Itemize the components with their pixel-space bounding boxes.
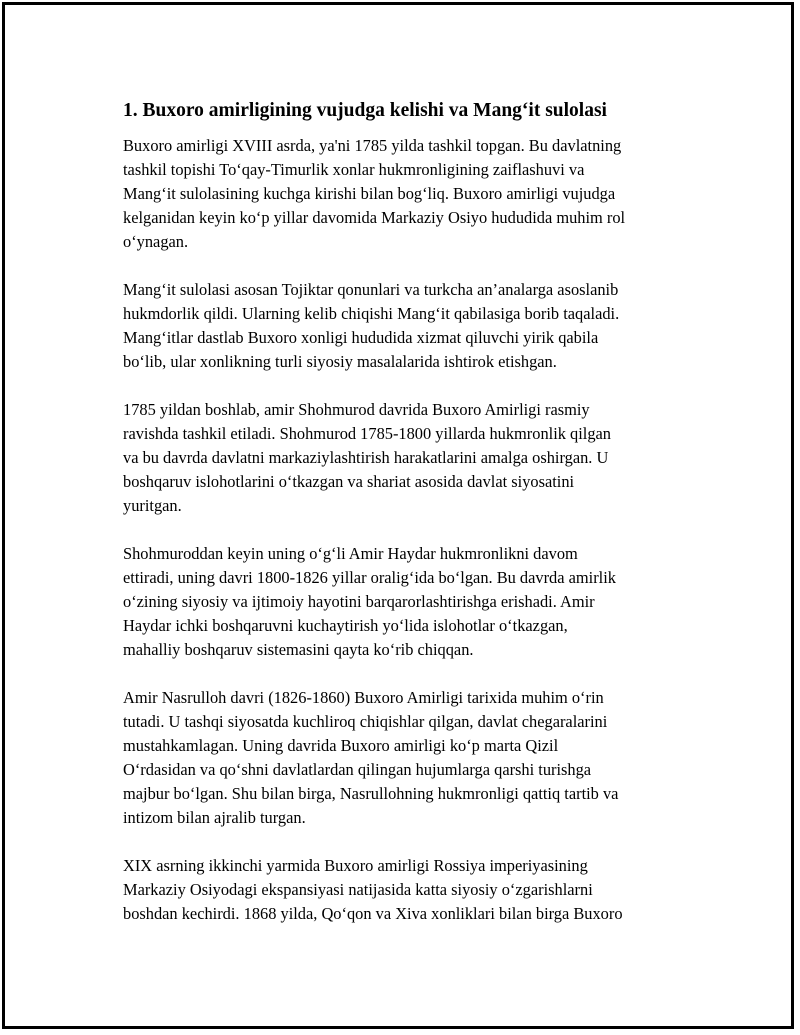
- paragraph-5: [123, 686, 693, 830]
- paragraph-6: [123, 854, 693, 926]
- text-line: Buxoro amirligi XVIII asrda, ya'ni 1785 yilda tashkil topgan. Bu davlatning: [123, 136, 622, 155]
- text-line: mustahkamlagan. Uning davrida Buxoro amirligi ko‘p marta Qizil: [123, 736, 559, 755]
- text-line: 1785 yildan boshlab, amir Shohmurod davrida Buxoro Amirligi rasmiy: [123, 400, 590, 419]
- text-line: tashkil topishi To‘qay-Timurlik xonlar hukmronligining zaiflashuvi va: [123, 160, 585, 179]
- text-line: ravishda tashkil etiladi. Shohmurod 1785-1800 yillarda hukmronlik qilgan: [123, 424, 612, 443]
- text-line: Mang‘itlar dastlab Buxoro xonligi hududida xizmat qiluvchi yirik qabila: [123, 328, 599, 347]
- text-line: boshdan kechirdi. 1868 yilda, Qo‘qon va Xiva xonliklari bilan birga Buxoro: [123, 904, 623, 923]
- text-line: Mang‘it sulolasining kuchga kirishi bilan bog‘liq. Buxoro amirligi vujudga: [123, 184, 616, 203]
- text-line: kelganidan keyin ko‘p yillar davomida Markaziy Osiyo hududida muhim rol: [123, 208, 626, 227]
- text-line: Haydar ichki boshqaruvni kuchaytirish yo‘lida islohotlar o‘tkazgan,: [123, 616, 568, 635]
- text-line: va bu davrda davlatni markaziylashtirish harakatlarini amalga oshirgan. U: [123, 448, 609, 467]
- page-frame: [2, 2, 794, 1029]
- text-line: O‘rdasidan va qo‘shni davlatlardan qilingan hujumlarga qarshi turishga: [123, 760, 592, 779]
- paragraph-3: [123, 398, 693, 518]
- text-line: tutadi. U tashqi siyosatda kuchliroq chiqishlar qilgan, davlat chegaralarini: [123, 712, 608, 731]
- text-line: o‘zining siyosiy va ijtimoiy hayotini barqarorlashtirishga erishadi. Amir: [123, 592, 595, 611]
- text-line: ettiradi, uning davri 1800-1826 yillar oralig‘ida bo‘lgan. Bu davrda amirlik: [123, 568, 616, 587]
- text-line: hukmdorlik qildi. Ularning kelib chiqishi Mang‘it qabilasiga borib taqaladi.: [123, 304, 620, 323]
- text-line: o‘ynagan.: [123, 232, 189, 251]
- document-body: [123, 97, 693, 950]
- section-heading: 1. Buxoro amirligining vujudga kelishi va Mang‘it sulolasi: [123, 100, 607, 121]
- text-line: boshqaruv islohotlarini o‘tkazgan va shariat asosida davlat siyosatini: [123, 472, 575, 491]
- paragraph-1: [123, 134, 693, 254]
- text-line: majbur bo‘lgan. Shu bilan birga, Nasrullohning hukmronligi qattiq tartib va: [123, 784, 619, 803]
- paragraph-4: [123, 542, 693, 662]
- text-line: Shohmuroddan keyin uning o‘g‘li Amir Haydar hukmronlikni davom: [123, 544, 578, 563]
- paragraph-2: [123, 278, 693, 374]
- text-line: Markaziy Osiyodagi ekspansiyasi natijasida katta siyosiy o‘zgarishlarni: [123, 880, 593, 899]
- text-line: Mang‘it sulolasi asosan Tojiktar qonunlari va turkcha an’analarga asoslanib: [123, 280, 619, 299]
- text-line: bo‘lib, ular xonlikning turli siyosiy masalalarida ishtirok etishgan.: [123, 352, 557, 371]
- text-line: intizom bilan ajralib turgan.: [123, 808, 306, 827]
- text-line: Amir Nasrulloh davri (1826-1860) Buxoro Amirligi tarixida muhim o‘rin: [123, 688, 604, 707]
- text-line: XIX asrning ikkinchi yarmida Buxoro amirligi Rossiya imperiyasining: [123, 856, 588, 875]
- text-line: mahalliy boshqaruv sistemasini qayta ko‘rib chiqqan.: [123, 640, 474, 659]
- text-line: yuritgan.: [123, 496, 182, 515]
